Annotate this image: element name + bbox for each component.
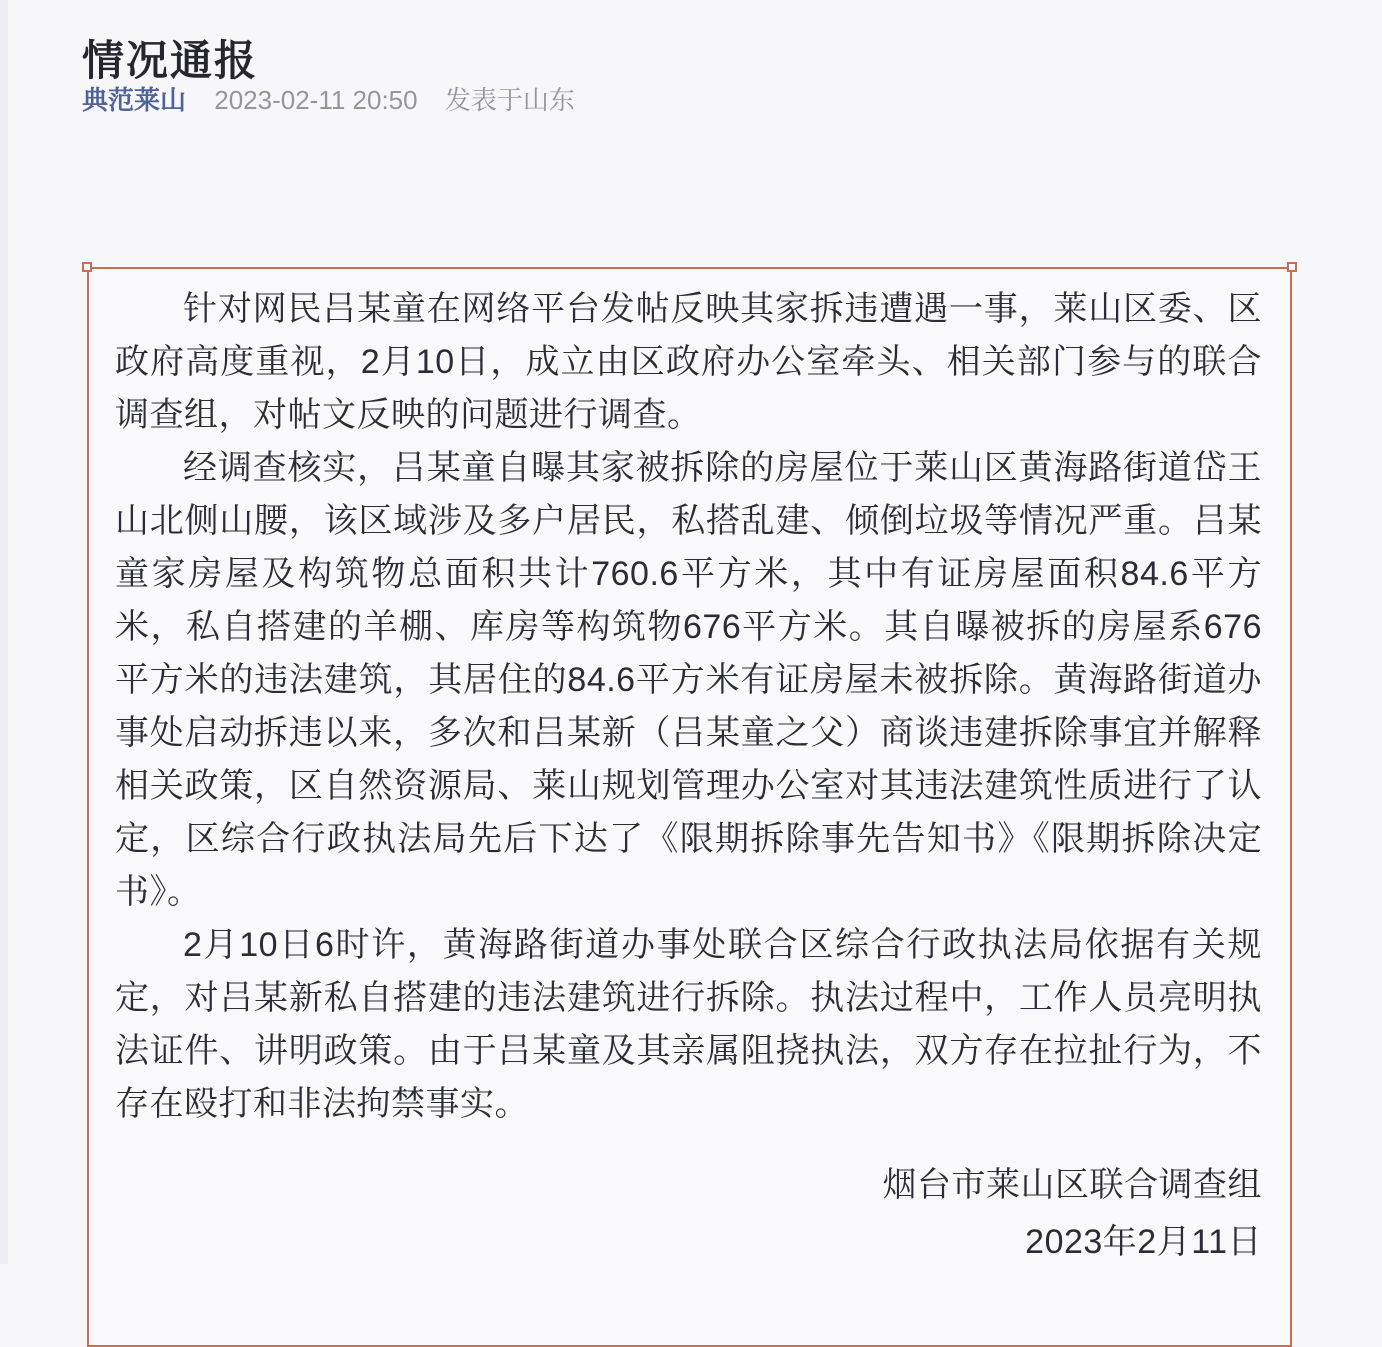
page-title: 情况通报	[82, 37, 259, 85]
signature-date: 2023年2月11日	[1025, 1223, 1262, 1261]
notice-paragraph-2: 经调查核实，吕某童自曝其家被拆除的房屋位于莱山区黄海路街道岱王山北侧山腰，该区域涉及多户居民，私搭乱建、倾倒垃圾等情况严重。吕某童家房屋及构筑物总面积共计760.6平方米，其中有证房屋面积84.6平方米，私自搭建的羊棚、库房等构筑物676平方米。其自曝被拆的房屋系676平方米的违法建筑，其居住的84.6平方米有证房屋未被拆除。黄海路街道办事处启动拆违以来，多次和吕某新（吕某童之父）商谈违建拆除事宜并解释相关政策，区自然资源局、莱山规划管理办公室对其违法建筑性质进行了认定，区综合行政执法局先后下达了《限期拆除事先告知书》《限期拆除决定书》。	[115, 449, 1262, 911]
border-corner-handle-topleft-icon	[82, 262, 92, 272]
publish-time: 2023-02-11 20:50	[214, 85, 418, 115]
page-left-edge	[0, 0, 8, 1264]
signature-block	[115, 1157, 1262, 1271]
publish-location: 发表于山东	[444, 85, 575, 115]
signature-org: 烟台市莱山区联合调查组	[882, 1166, 1262, 1204]
account-link[interactable]: 典范莱山	[82, 85, 187, 115]
article-meta	[82, 80, 575, 117]
notice-paragraph-3: 2月10日6时许，黄海路街道办事处联合区综合行政执法局依据有关规定，对吕某新私自搭建的违法建筑进行拆除。执法过程中，工作人员亮明执法证件、讲明政策。由于吕某童及其亲属阻挠执法，双方存在拉扯行为，不存在殴打和非法拘禁事实。	[115, 926, 1262, 1123]
notice-paragraph-1: 针对网民吕某童在网络平台发帖反映其家拆违遭遇一事，莱山区委、区政府高度重视，2月10日，成立由区政府办公室牵头、相关部门参与的联合调查组，对帖文反映的问题进行调查。	[115, 290, 1262, 434]
border-corner-handle-topright-icon	[1287, 262, 1297, 272]
notice-box	[87, 267, 1292, 1347]
